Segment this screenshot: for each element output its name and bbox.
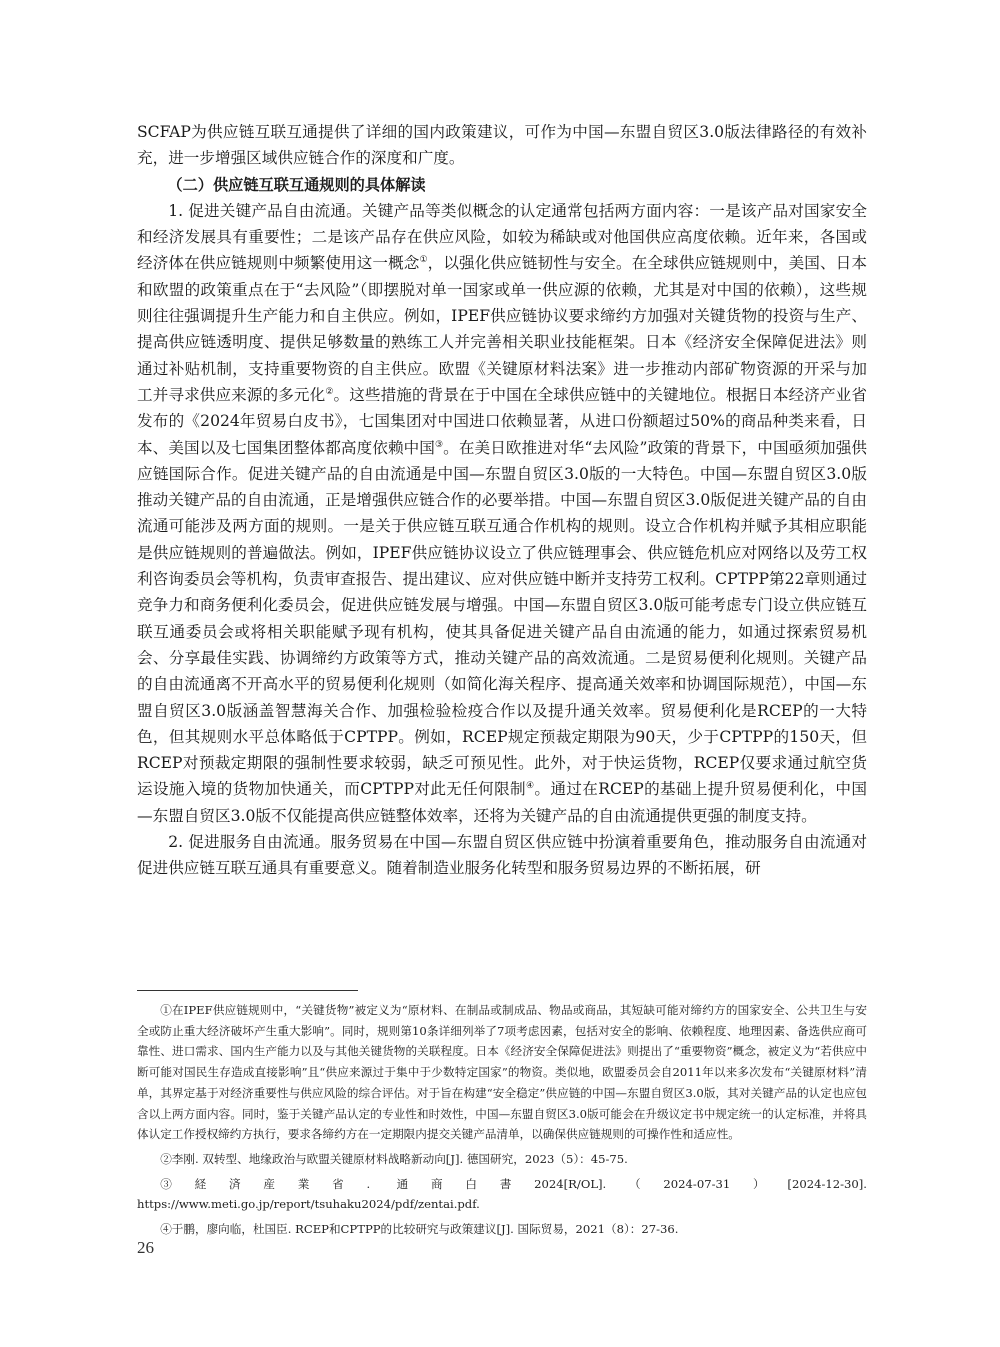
footnote-ref-1[interactable]: ① [419, 255, 428, 266]
footnote-ref-2[interactable]: ② [325, 386, 334, 397]
footnote-2: ②李刚. 双转型、地缘政治与欧盟关键原材料战略新动向[J]. 德国研究，2023（5）：45-75. [160, 1151, 628, 1166]
footnote-1: ①在IPEF供应链规则中，“关键货物”被定义为“原材料、在制品或制成品、物品或商品，其短缺可能对缔约方的国家安全、公共卫生与安全或防止重大经济破坏产生重大影响”。同时，规则第10条详细列举了7项考虑因素，包括对安全的影响、依赖程度、地理因素、备选供应商可靠性、进口需求、国内生产能力以及与其他关键货物的关联程度。日本《经济安全保障促进法》则提出了“重要物资”概念，被定义为“若供应中断可能对国民生存造成直接影响”且“供应来源过于集中于少数特定国家”的物资。类似地，欧盟委员会自2011年以来多次发布“关键原材料”清单，其界定基于对经济重要性与供应风险的综合评估。对于旨在构建“安全稳定”供应链的中国—东盟自贸区3.0版，其对关键产品的认定也应包含以上两方面内容。同时，鉴于关键产品认定的专业性和时效性，中国—东盟自贸区3.0版可能会在升级议定书中规定统一的认定标准，并将具体认定工作授权缔约方执行，要求各缔约方在一定期限内提交关键产品清单，以确保供应链规则的可操作性和适应性。 [137, 1003, 867, 1142]
section-heading: （二）供应链互联互通规则的具体解读 [167, 175, 426, 194]
paragraph-2-part-a: 1. 促进关键产品自由流通。关键产品等类似概念的认定通常包括两方面内容：一是该产品对国家安全和经济发展具有重要性；二是该产品存在供应风险，如较为稀缺或对他国供应高度依赖。近年来，各国或经济体在供应链规则中频繁使用这一概念 [137, 201, 867, 273]
footnote-3: ③経済産業省. 通商白書2024[R/OL].（2024-07-31）[2024-12-30]. https://www.meti.go.jp/report/tsuhaku2024/pdf/zentai.pdf. [137, 1176, 867, 1212]
footnote-divider [137, 990, 358, 991]
paragraph-1: SCFAP为供应链互联互通提供了详细的国内政策建议，可作为中国—东盟自贸区3.0版法律路径的有效补充，进一步增强区域供应链合作的深度和广度。 [137, 123, 867, 168]
paragraph-2-part-d: 。在美日欧推进对华“去风险”政策的背景下，中国亟须加强供应链国际合作。促进关键产品的自由流通是中国—东盟自贸区3.0版的一大特色。中国—东盟自贸区3.0版推动关键产品的自由流通，正是增强供应链合作的必要举措。中国—东盟自贸区3.0版促进关键产品的自由流通可能涉及两方面的规则。一是关于供应链互联互通合作机构的规则。设立合作机构并赋予其相应职能是供应链规则的普遍做法。例如，IPEF供应链协议设立了供应链理事会、供应链危机应对网络以及劳工权利咨询委员会等机构，负责审查报告、提出建议、应对供应链中断并支持劳工权利。CPTPP第22章则通过竞争力和商务便利化委员会，促进供应链发展与增强。中国—东盟自贸区3.0版可能考虑专门设立供应链互联互通委员会或将相关职能赋予现有机构，使其具备促进关键产品自由流通的能力，如通过探索贸易机会、分享最佳实践、协调缔约方政策等方式，推动关键产品的高效流通。二是贸易便利化规则。关键产品的自由流通离不开高水平的贸易便利化规则（如简化海关程序、提高通关效率和协调国际规范），中国—东盟自贸区3.0版涵盖智慧海关合作、加强检验检疫合作以及提升通关效率。贸易便利化是RCEP的一大特色，但其规则水平总体略低于CPTPP。例如，RCEP规定预裁定期限为90天，少于CPTPP的150天，但RCEP对预裁定期限的强制性要求较弱，缺乏可预见性。此外，对于快运货物，RCEP仅要求通过航空货运设施入境的货物加快通关，而CPTPP对此无任何限制 [137, 438, 867, 799]
footnote-ref-3[interactable]: ③ [435, 439, 444, 450]
footnote-4: ④于鹏，廖向临，杜国臣. RCEP和CPTPP的比较研究与政策建议[J]. 国际贸易，2021（8）：27-36. [160, 1222, 679, 1237]
page-number: 26 [137, 1238, 154, 1257]
paragraph-3: 2. 促进服务自由流通。服务贸易在中国—东盟自贸区供应链中扮演着重要角色，推动服务自由流通对促进供应链互联互通具有重要意义。随着制造业服务化转型和服务贸易边界的不断拓展，研 [137, 833, 867, 878]
paragraph-2-part-c: 。这些措施的背景在于中国在全球供应链中的关键地位。根据日本经济产业省发布的《2024年贸易白皮书》，七国集团对中国进口依赖显著，从进口份额超过50%的商品种类来看，日本、美国以及七国集团整体都高度依赖中国 [137, 385, 867, 457]
main-text [137, 119, 867, 882]
paragraph-2-part-e: 。通过在RCEP的基础上提升贸易便利化，中国—东盟自贸区3.0版不仅能提高供应链整体效率，还将为关键产品的自由流通提供更强的制度支持。 [137, 780, 867, 825]
paragraph-2-part-b: ，以强化供应链韧性与安全。在全球供应链规则中，美国、日本和欧盟的政策重点在于“去风险”（即摆脱对单一国家或单一供应源的依赖，尤其是对中国的依赖），这些规则往往强调提升生产能力和自主供应。例如，IPEF供应链协议要求缔约方加强对关键货物的投资与生产、提高供应链透明度、提供足够数量的熟练工人并完善相关职业技能框架。日本《经济安全保障促进法》则通过补贴机制，支持重要物资的自主供应。欧盟《关键原材料法案》进一步推动内部矿物资源的开采与加工并寻求供应来源的多元化 [137, 254, 867, 404]
footnote-ref-4[interactable]: ④ [526, 781, 535, 792]
footnotes [137, 1000, 867, 1240]
paragraph-2 [137, 198, 867, 829]
